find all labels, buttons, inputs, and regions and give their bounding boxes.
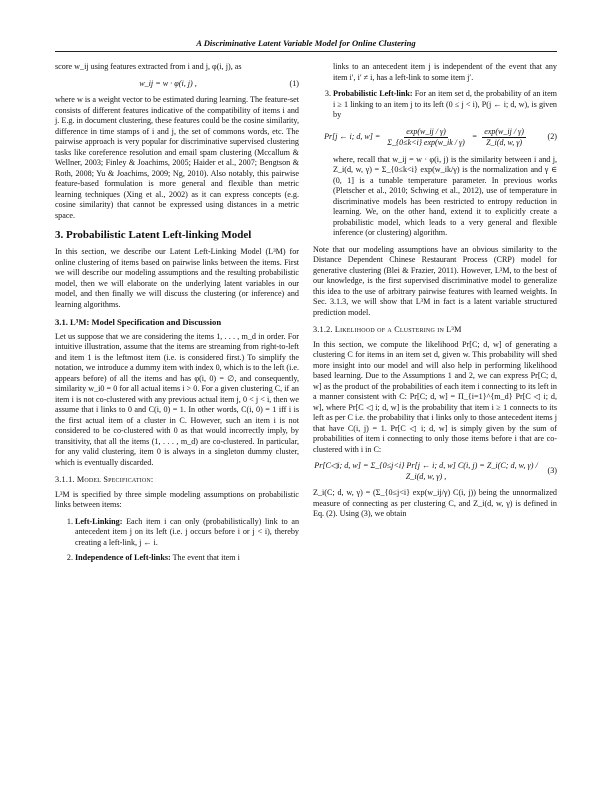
paragraph: Note that our modeling assumptions have an obvious similarity to the Distance Dependent Chinese Restaurant Process (CRP) model for generative clustering (Blei & Frazier, 2011). However, L³M, to the best of our knowledge, is the first supervised discriminative model to generalize this idea to the use of arbitrary pairwise features with learned weights. In Sec. 3.1.3, we will show that L³M in fact is a latent variable structured prediction model. xyxy=(313,244,557,317)
fraction xyxy=(482,127,526,149)
paragraph: score w_ij using features extracted from i and j, φ(i, j), as xyxy=(55,62,242,71)
equals-sign: = xyxy=(471,132,478,142)
list-item-text: The event that item i xyxy=(172,553,240,562)
assumption-list-continued xyxy=(313,89,557,121)
left-column xyxy=(55,62,299,570)
subsubsection-heading: 3.1.1. Model Specification: xyxy=(55,475,154,484)
paragraph: links to an antecedent item j is independent of the event that any item i′, i′ ≠ i, has a left-link to some item j′. xyxy=(333,62,557,82)
paragraph: L³M is specified by three simple modeling assumptions on probabilistic links between items: xyxy=(55,489,299,509)
right-column xyxy=(313,62,557,526)
running-head: A Discriminative Latent Variable Model for Online Clustering xyxy=(55,38,557,52)
equation-number: (3) xyxy=(547,466,557,476)
equation-1 xyxy=(55,79,299,90)
paragraph: In this section, we describe our Latent Left-Linking Model (L³M) for online clustering of items based on pairwise links between the items. First we will describe our modeling assumptions and the resulting probabilistic model, then we will elaborate on the underlying latent variables in our model, and then finally we will discuss the clustering (or inference) and learning algorithms. xyxy=(55,247,299,309)
equation-2 xyxy=(313,127,557,149)
section-heading: 3. Probabilistic Latent Left-linking Model xyxy=(55,229,252,241)
list-item xyxy=(333,89,557,121)
paragraph: where w is a weight vector to be estimated during learning. The feature-set consists of different features indicative of the compatibility of items i and j. E.g. in document clustering, these features could be the cosine similarity, difference in time stamps of i and j, the set of commons words, etc. The pairwise approach is very popular for discriminative supervised clustering tasks like coreference resolution and email spam clustering (Mccallum & Wellner, 2003; Finley & Joachims, 2005; Haider et al., 2007; Bengtson & Roth, 2008; Yu & Joachims, 2009; Ng, 2010). Also notably, this pairwise feature-based formulation is more general and flexible than metric learning techniques (Xing et al., 2002) as it can express concepts (e.g. cosine similarity) that cannot be expressed using distances in a metric space. xyxy=(55,95,299,220)
list-item-text: Each item i can only (probabilistically) link to an antecedent item j on its left (i.e. j occurs before i or j < i), thereby creating a left-link, j ← i. xyxy=(75,516,300,547)
assumption-list xyxy=(55,517,299,564)
equation-number: (1) xyxy=(289,78,299,88)
paragraph: Z_i(C; d, w, γ) = (Σ_{0≤j<i} exp(w_ij/γ) C(i, j)) being the unnormalized measure of connecting as per clustering C, and Z_i(d, w, γ) is defined in Eq. (2). Using (3), we obtain xyxy=(313,488,557,518)
paragraph: Let us suppose that we are considering the items 1, . . . , m_d in order. For intuitive illustration, assume that the items are streaming from right-to-left and item 1 is the leftmost item (i.e. is considered first.) To simplify the notation, we introduce a dummy item with index 0, which is to the left (i.e. appears before) of all the items and has φ(i, 0) = ∅, and consequently, similarity w_i0 = 0 for all actual items i > 0. For a given clustering C, if an item i is not co-clustered with any previous actual item j, 0 < j < i, then we assume that i links to 0 and C(i, 0) = 1. In other words, C(i, 0) = 1 iff i is the first actual item of a cluster in C. However, such an item i is not considered to be co-clustered with 0 as that would incorrectly imply, by transitivity, that all the items (1, . . . , m_d) are co-clustered. In particular, for any valid clustering, item 0 is always in a singleton dummy cluster, which is eventually discarded. xyxy=(55,331,299,467)
equation-body: w_ij = w · φ(i, j) , xyxy=(139,78,197,88)
equation-3 xyxy=(313,461,557,482)
list-item xyxy=(75,553,299,564)
denominator: Z_i(d, w, γ) xyxy=(486,138,523,147)
equation-body: Pr[C◁i; d, w] = Σ_{0≤j<i} Pr[j ← i; d, w] C(i, j) = Z_i(C; d, w, γ) / Z_i(d, w, γ) , xyxy=(314,461,538,481)
subsubsection-heading: 3.1.2. Likelihood of a Clustering in L³M xyxy=(313,325,462,334)
numerator: exp(w_ij / γ) xyxy=(404,127,448,139)
equation-number: (2) xyxy=(547,132,557,142)
denominator: Σ_{0≤k<i} exp(w_ik / γ) xyxy=(387,138,465,147)
list-item-title: Left-Linking: xyxy=(75,516,123,526)
paragraph: where, recall that w_ij = w · φ(i, j) is the similarity between i and j, Z_i(d, w, γ) = Σ_{0≤k<i} exp(w_ik/γ) is the normalization and γ ∈ (0, 1] is a tunable temperature parameter. In previous works (Pletscher et al., 2010; Schwing et al., 2012), use of temperature in discriminative models has been restricted to entropy reduction in learning. We, on the other hand, extend it to explicitly create a probabilistic model, which leads to a very general and flexible inference (or clustering) algorithm. xyxy=(333,154,557,237)
list-item-text: For an item set d, the probability of an item i ≥ 1 linking to an item j to its left (0 ≤ j < i), P(j ← i; d, w), is given by xyxy=(333,89,557,119)
list-item xyxy=(75,517,299,549)
subsection-heading: 3.1. L³M: Model Specification and Discussion xyxy=(55,317,222,327)
list-item-title: Independence of Left-links: xyxy=(75,553,171,562)
numerator: exp(w_ij / γ) xyxy=(482,127,526,139)
fraction xyxy=(385,127,467,149)
paragraph: In this section, we compute the likelihood Pr[C; d, w] of generating a clustering C for items in an item set d, given w. This probability will shed more insight into our model and will also help in performing likelihood based learning. Due to the Assumptions 1 and 2, we can express Pr[C; d, w] as the product of the probabilities of each item i connecting to its left in a manner consistent with C: Pr[C; d, w] = Π_{i=1}^{m_d} Pr[C ◁ i; d, w], where Pr[C ◁ i; d, w] is the probability that item i ≥ 1 connects to its left as per C i.e. the probability that i links only to those antecedent items j that have C(i, j) = 1. Pr[C ◁ i; d, w] is simply given by the sum of probabilities of item i connecting to only those items before i that are co-clustered with i in C: xyxy=(313,339,557,454)
equation-lhs: Pr[j ← i; d, w] = xyxy=(324,132,381,142)
list-item-title: Probabilistic Left-link: xyxy=(333,89,413,98)
equation-body xyxy=(313,127,539,149)
